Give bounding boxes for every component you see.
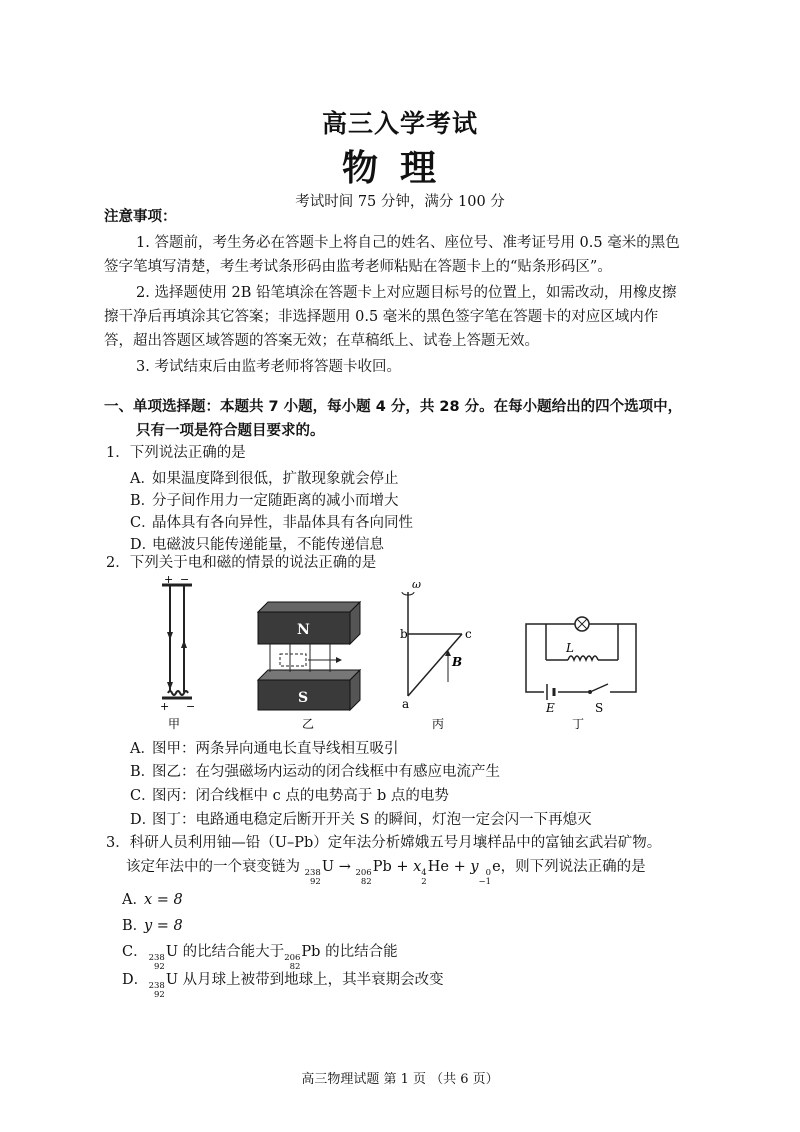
atomic-number: 92 [154,990,165,1000]
subject-title: 物理 [341,148,458,189]
figure-ding [526,617,636,731]
omega-label: ω [412,578,421,591]
q2-option-c[interactable] [130,784,449,805]
q3-option-a[interactable] [122,888,183,909]
q2-option-d[interactable] [130,808,592,829]
option-key: D． [130,537,157,553]
e-particle-indices [479,869,492,887]
option-text: 图丁：电路通电稳定后断开开关 S 的瞬间，灯泡一定会闪一下再熄灭 [152,812,592,828]
question-number: 3． [106,835,130,851]
atomic-number: 2 [421,877,427,887]
option-text: 分子间作用力一定随距离的减小而增大 [152,493,399,509]
q1-option-d[interactable] [130,533,384,554]
option-text: x = 8 [144,892,183,908]
minus-label: − [180,573,190,586]
u-nuclide-indices [149,982,165,1000]
section-heading: 一、单项选择题：本题共 7 小题，每小题 4 分，共 28 分。在每小题给出的四个选项中， [104,399,683,415]
variable-y: y [470,859,479,875]
figure-yi [258,602,360,731]
mass-number: 238 [148,953,165,963]
option-text: U 从月球上被带到地球上，其半衰期会改变 [165,972,444,988]
atomic-number: 82 [360,877,372,887]
option-key: B． [130,493,156,509]
exam-title: 高三入学考试 [321,109,478,138]
notes-line: 1. 答题前，考生务必在答题卡上将自己的姓名、座位号、准考证号用 0.5 毫米的黑色 [136,235,680,251]
south-label: S [298,690,309,706]
option-key: A． [130,741,155,757]
plus-label: + [164,573,174,586]
notes-line: 3. 考试结束后由监考老师将答题卡收回。 [136,359,401,375]
E-label: E [546,701,555,715]
option-text: 图丙：闭合线框中 c 点的电势高于 b 点的电势 [152,788,449,804]
pb-nuclide-indices [355,869,371,887]
question-text: 下列说法正确的是 [129,445,246,461]
option-text: U 的比结合能大于 [165,944,285,960]
question-number: 2． [106,555,130,571]
mass-number: 0 [485,868,492,878]
option-key: B． [122,918,148,934]
question-3-stem-line2 [126,856,646,887]
option-key: A． [130,471,155,487]
notes-line: 2. 选择题使用 2B 铅笔填涂在答题卡上对应题目标号的位置上，如需改动，用橡皮擦 [136,285,677,301]
q3-option-b[interactable] [122,914,183,935]
notes-line: 签字笔填写清楚，考生考试条形码由监考老师粘贴在答题卡上的“贴条形码区”。 [104,259,612,275]
option-text: Pb 的比结合能 [301,944,398,960]
figure-bing [400,578,472,731]
question-3-stem [106,832,661,854]
switch-label: S [595,701,604,715]
L-label: L [566,641,574,655]
option-key: D． [130,812,157,828]
notes-line: 答，超出答题区域答题的答案无效；在草稿纸上、试卷上答题无效。 [104,333,539,349]
notes-line: 擦干净后再填涂其它答案；非选择题用 0.5 毫米的黑色签字笔在答题卡的对应区域内作 [104,309,659,325]
minus-label: − [186,700,196,713]
question-1-stem [106,442,246,464]
plus-sign: + [396,859,409,875]
option-text: y = 8 [144,918,183,934]
q2-option-a[interactable] [130,737,399,758]
plus-label: + [160,700,170,713]
atomic-number: 92 [310,877,321,887]
uranium-symbol: U [321,859,335,875]
option-text: 电磁波只能传递能量，不能传递信息 [152,537,384,553]
atomic-number: 82 [289,962,301,972]
lead-symbol: Pb [372,859,392,875]
caption-yi: 乙 [302,717,315,731]
reaction-arrow: → [338,859,351,875]
B-field-label: B [452,655,463,669]
option-text: 图乙：在匀强磁场内运动的闭合线框中有感应电流产生 [152,764,500,780]
mass-number: 206 [284,953,301,963]
atomic-number: 92 [154,962,165,972]
he-nuclide-indices [421,869,426,887]
option-text: 晶体具有各向异性，非晶体具有各向同性 [152,515,413,531]
option-key: B． [130,764,156,780]
mass-number: 238 [148,981,165,991]
question-text: 科研人员利用铀—铅（U–Pb）定年法分析嫦娥五号月壤样品中的富铀玄武岩矿物。 [129,835,662,851]
q3-option-d[interactable] [122,968,444,1000]
option-key: A． [122,892,147,908]
q2-figures [140,572,660,734]
notes-heading: 注意事项： [104,209,177,225]
c-label: c [465,627,472,641]
caption-bing: 丙 [432,717,445,731]
plus-sign: + [453,859,466,875]
question-number: 1． [106,445,130,461]
b-label: b [400,627,408,641]
option-key: D． [122,972,149,988]
north-label: N [297,622,310,638]
q1-option-c[interactable] [130,511,413,532]
option-text: 图甲：两条异向通电长直导线相互吸引 [152,741,399,757]
mass-number: 206 [355,868,372,878]
option-key: C． [130,788,156,804]
page-footer: 高三物理试题 第 1 页 （共 6 页） [301,1072,499,1087]
q2-option-b[interactable] [130,760,500,781]
q1-option-b[interactable] [130,489,399,510]
mass-number: 238 [304,868,321,878]
option-key: C． [122,944,148,960]
u-nuclide-indices [305,869,321,887]
option-key: C． [130,515,156,531]
mass-number: 4 [421,868,427,878]
caption-jia: 甲 [168,717,181,731]
question-text: 下列关于电和磁的情景的说法正确的是 [129,555,377,571]
time-info: 考试时间 75 分钟，满分 100 分 [295,194,505,210]
question-text: 该定年法中的一个衰变链为 [126,859,300,875]
atomic-number: −1 [478,877,492,887]
figure-jia [160,573,195,731]
a-label: a [402,697,410,711]
q1-option-a[interactable] [130,467,399,488]
question-text: ，则下列说法正确的是 [500,859,646,875]
variable-x: x [413,859,422,875]
helium-symbol: He [427,859,449,875]
question-2-stem [106,552,376,574]
caption-ding: 丁 [572,717,585,731]
section-heading: 只有一项是符合题目要求的。 [136,423,325,439]
option-text: 如果温度降到很低，扩散现象就会停止 [152,471,399,487]
electron-symbol: e [492,859,501,875]
